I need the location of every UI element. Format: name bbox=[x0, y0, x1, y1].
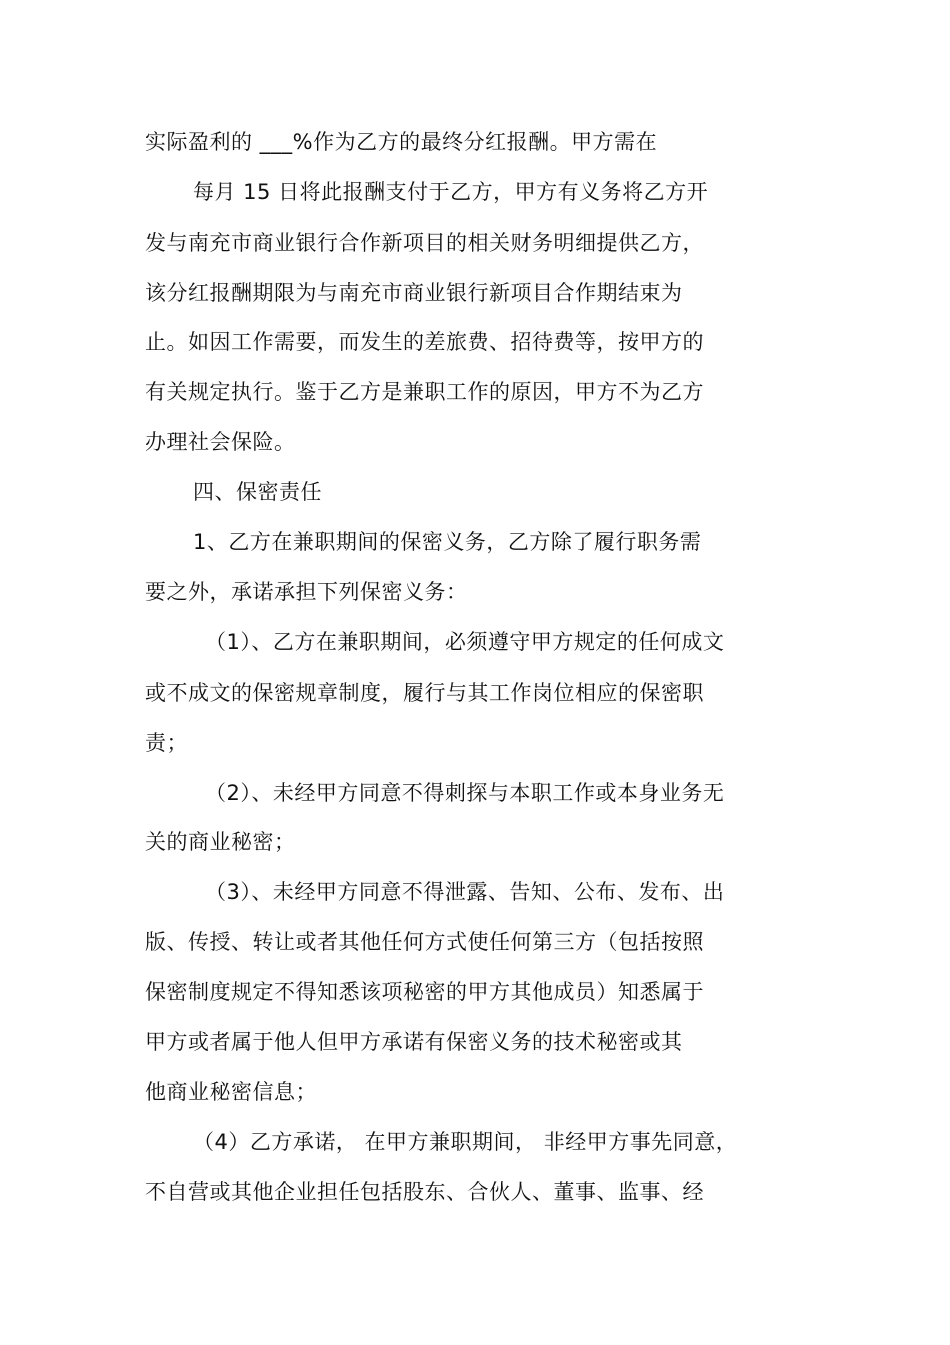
text-line-13: 责； bbox=[145, 731, 188, 755]
text-line-19: 甲方或者属于他人但甲方承诺有保密义务的技术秘密或其 bbox=[145, 1030, 683, 1054]
text-line-1: 实际盈利的 ___%作为乙方的最终分红报酬。甲方需在 bbox=[145, 130, 658, 154]
text-line-5: 止。如因工作需要，而发生的差旅费、招待费等，按甲方的 bbox=[145, 330, 704, 354]
text-line-3: 发与南充市商业银行合作新项目的相关财务明细提供乙方， bbox=[145, 231, 704, 255]
text-line-14: （2）、未经甲方同意不得刺探与本职工作或本身业务无 bbox=[205, 781, 725, 805]
text-line-4: 该分红报酬期限为与南充市商业银行新项目合作期结束为 bbox=[145, 281, 683, 305]
section-heading: 四、保密责任 bbox=[193, 480, 322, 504]
text-line-21: （4）乙方承诺， 在甲方兼职期间， 非经甲方事先同意， bbox=[193, 1130, 738, 1154]
text-line-7: 办理社会保险。 bbox=[145, 430, 296, 454]
text-line-22: 不自营或其他企业担任包括股东、合伙人、董事、监事、经 bbox=[145, 1180, 704, 1204]
text-line-9: 1、乙方在兼职期间的保密义务，乙方除了履行职务需 bbox=[193, 530, 702, 554]
text-line-15: 关的商业秘密； bbox=[145, 830, 296, 854]
text-line-12: 或不成文的保密规章制度，履行与其工作岗位相应的保密职 bbox=[145, 681, 704, 705]
text-line-2: 每月 15 日将此报酬支付于乙方，甲方有义务将乙方开 bbox=[193, 180, 709, 204]
text-line-17: 版、传授、转让或者其他任何方式使任何第三方（包括按照 bbox=[145, 930, 704, 954]
text-line-10: 要之外，承诺承担下列保密义务： bbox=[145, 580, 468, 604]
text-line-6: 有关规定执行。鉴于乙方是兼职工作的原因，甲方不为乙方 bbox=[145, 380, 704, 404]
text-line-18: 保密制度规定不得知悉该项秘密的甲方其他成员）知悉属于 bbox=[145, 980, 704, 1004]
text-line-11: （1）、乙方在兼职期间，必须遵守甲方规定的任何成文 bbox=[205, 630, 725, 654]
text-line-20: 他商业秘密信息； bbox=[145, 1080, 317, 1104]
text-line-16: （3）、未经甲方同意不得泄露、告知、公布、发布、出 bbox=[205, 880, 725, 904]
